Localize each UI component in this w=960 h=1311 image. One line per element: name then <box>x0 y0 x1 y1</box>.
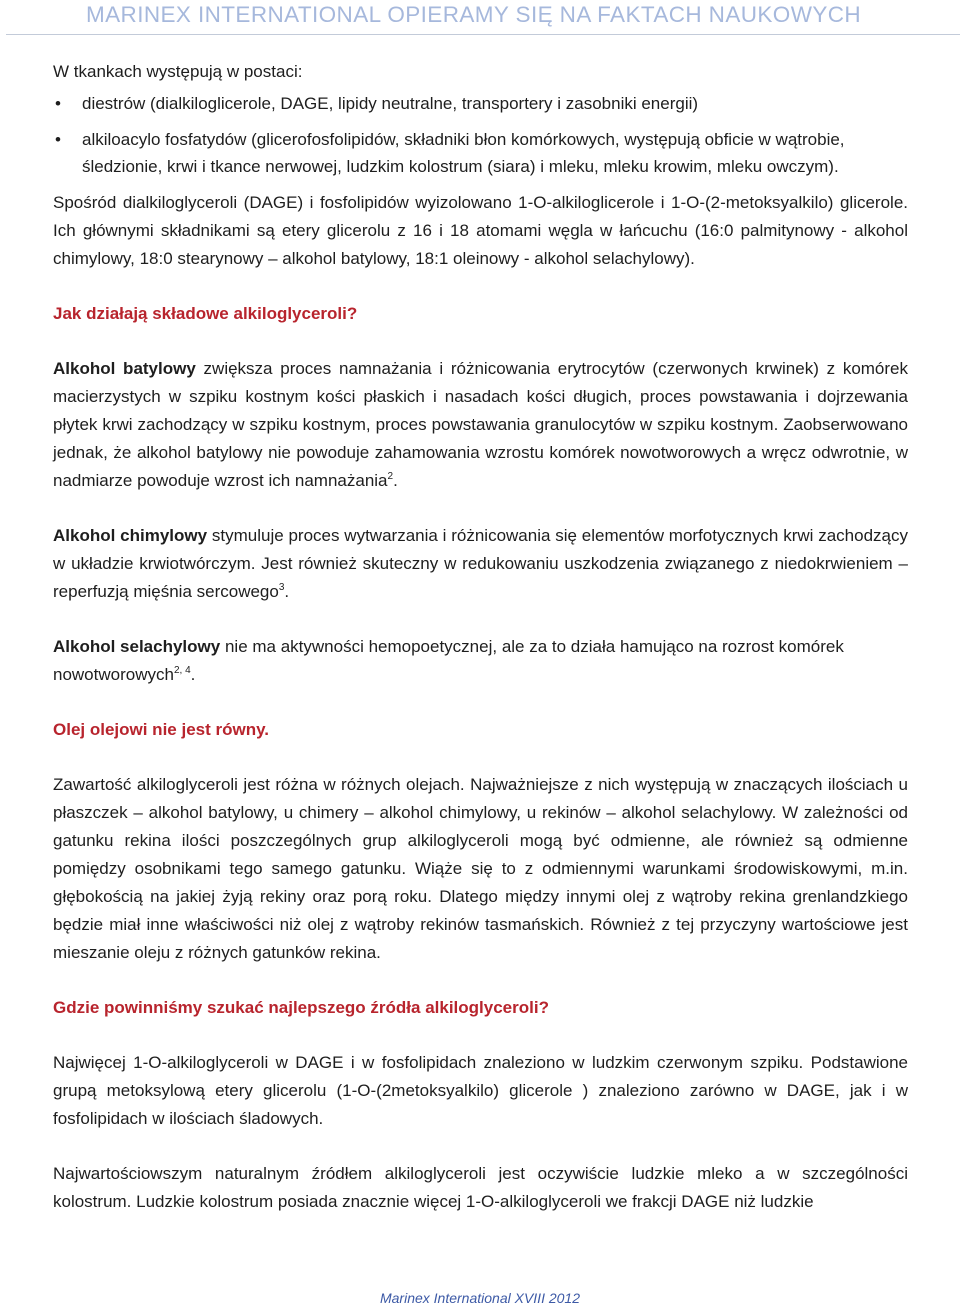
footnote-ref: 2, 4 <box>173 665 191 676</box>
paragraph-chimyl-alcohol <box>53 522 908 606</box>
term-selachyl-alcohol: Alkohol selachylowy <box>53 637 221 656</box>
footnote-ref: 3 <box>278 582 285 593</box>
list-item <box>53 126 908 180</box>
bullet-text: diestrów (dialkiloglicerole, DAGE, lipidy neutralne, transportery i zasobniki energii) <box>82 94 699 113</box>
paragraph-text: stymuluje proces wytwarzania i różnicowania się elementów morfotycznych krwi zachodzący w układzie krwiotwórczym. Jest również skuteczny w redukowaniu uszkodzenia związanego z niedokrwieniem – reperfuzją mięśnia sercowego <box>53 526 908 601</box>
paragraph-text: zwiększa proces namnażania i różnicowania erytrocytów (czerwonych krwinek) z komórek macierzystych w szpiku kostnym kości płaskich i nasadach kości długich, proces powstawania i dojrzewania płytek krwi zachodzący w szpiku kostnym, proces powstawania granulocytów w szpiku kostnym. Zaobserwowano jednak, że alkohol batylowy nie powoduje zahamowania wzrostu komórek nowotworowych a wręcz odwrotnie, w nadmiarze powoduje wzrost ich namnażania <box>53 359 909 490</box>
paragraph-sources-1: Najwięcej 1-O-alkiloglyceroli w DAGE i w fosfolipidach znaleziono w ludzkim czerwonym szpiku. Podstawione grupą metoksylową etery glicerolu (1-O-(2metoksyalkilo) glicerole ) znaleziono zarówno w DAGE, jak i w fosfolipidach w ilościach śladowych. <box>53 1053 908 1128</box>
intro-paragraph: Spośród dialkiloglyceroli (DAGE) i fosfolipidów wyizolowano 1-O-alkiloglicerole i 1-O-(2-metoksyalkilo) glicerole. Ich głównymi składnikami są etery glicerolu z 16 i 18 atomami węgla w łańcuchu (16:0 palmitynowy - alkohol chimylowy, 18:0 stearynowy – alkohol batylowy, 18:1 oleinowy - alkohol selachylowy). <box>53 193 908 268</box>
section-heading-oils: Olej olejowi nie jest równy. <box>53 720 270 739</box>
term-chimyl-alcohol: Alkohol chimylowy <box>53 526 208 545</box>
paragraph-end: . <box>190 665 196 684</box>
page-header-title: MARINEX INTERNATIONAL OPIERAMY SIĘ NA FAKTACH NAUKOWYCH <box>86 2 862 27</box>
bullet-marker: • <box>55 130 61 149</box>
list-item <box>53 90 908 117</box>
section-heading-mechanism: Jak działają składowe alkiloglyceroli? <box>53 304 358 323</box>
paragraph-selachyl-alcohol <box>53 633 908 689</box>
bullet-text: alkiloacylo fosfatydów (glicerofosfolipidów, składniki błon komórkowych, występują obficie w wątrobie, śledzionie, krwi i tkance nerwowej, ludzkim kolostrum (siara) i mleku, mleku krowim, mleku owczym). <box>82 130 845 176</box>
bullet-marker: • <box>55 94 61 113</box>
document-body <box>53 58 908 1216</box>
intro-bullet-list <box>53 90 908 180</box>
paragraph-end: . <box>284 582 290 601</box>
footer-text: Marinex International XVIII 2012 <box>379 1290 580 1306</box>
intro-lead: W tkankach występują w postaci: <box>53 62 303 81</box>
paragraph-sources-2: Najwartościowszym naturalnym źródłem alkiloglyceroli jest oczywiście ludzkie mleko a w szczególności kolostrum. Ludzkie kolostrum posiada znacznie więcej 1-O-alkiloglyceroli we frakcji DAGE niż ludzkie <box>53 1164 908 1211</box>
section-heading-sources: Gdzie powinniśmy szukać najlepszego źródła alkiloglyceroli? <box>53 998 549 1017</box>
footnote-ref: 2 <box>387 471 394 482</box>
paragraph-end: . <box>393 471 398 490</box>
paragraph-batyl-alcohol <box>53 355 908 495</box>
term-batyl-alcohol: Alkohol batylowy <box>53 359 196 378</box>
page-footer <box>0 1290 960 1306</box>
header-divider <box>6 34 960 35</box>
paragraph-oils: Zawartość alkiloglyceroli jest różna w różnych olejach. Najważniejsze z nich występują w znaczących ilościach u płaszczek – alkohol batylowy, u chimery – alkohol chimylowy, u rekinów – alkohol selachylowy. W zależności od gatunku rekina ilości poszczególnych grup alkiloglyceroli mogą być odmienne, ale również są odmienne pomiędzy osobnikami tego samego gatunku. Wiąże się to z odmiennymi warunkami środowiskowymi, m.in. głębokością na jakiej żyją rekiny oraz porą roku. Dlatego między innymi olej z wątroby rekina grenlandzkiego będzie miał inne właściwości niż olej z wątroby rekinów tasmańskich. Również z tej przyczyny wartościowe jest mieszanie oleju z różnych gatunków rekina. <box>53 775 908 962</box>
paragraph-text: nie ma aktywności hemopoetycznej, ale za to działa hamująco na rozrost komórek nowotworowych <box>53 637 844 684</box>
